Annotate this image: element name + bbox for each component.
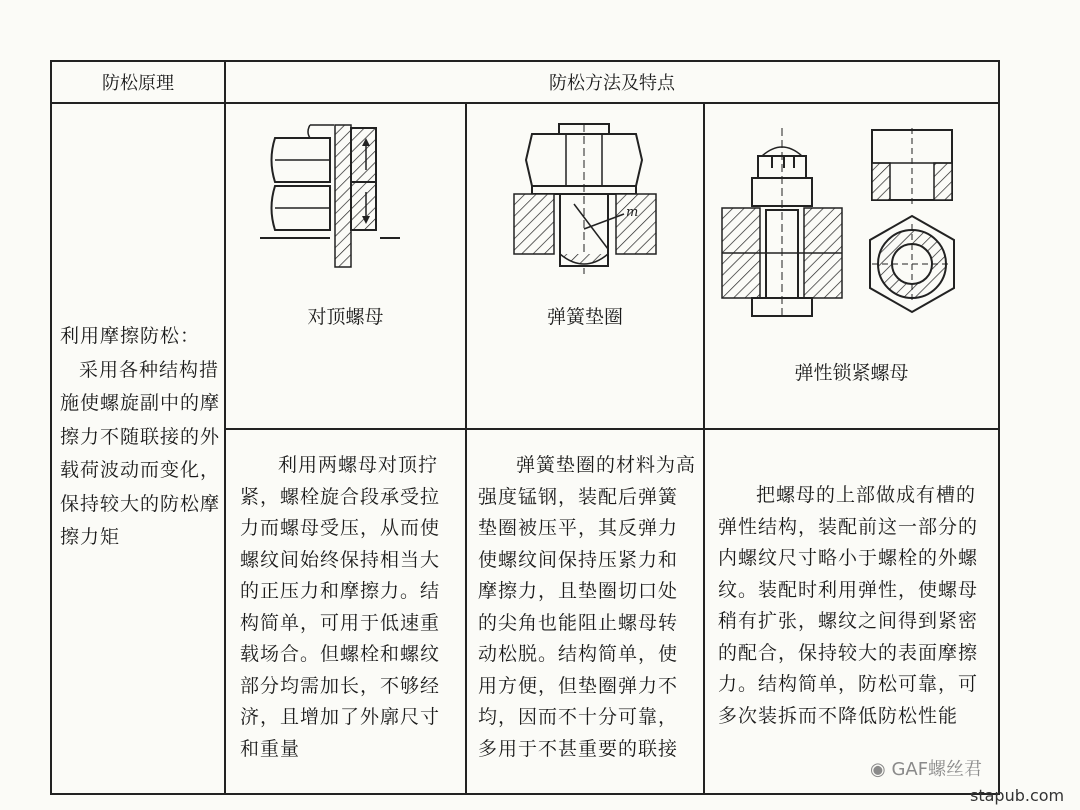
description-elastic-lock-nut: 把螺母的上部做成有槽的弹性结构，装配前这一部分的内螺纹尺寸略小于螺栓的外螺纹。装配时利用弹性，使螺母稍有扩张，螺纹之间得到紧密的配合，保持较大的表面摩擦力。结构简单，防松可靠，可多次装拆而不降低防松性能 (718, 484, 979, 727)
spring-washer-icon (504, 124, 674, 274)
header-divider (52, 102, 998, 104)
principle-cell (60, 320, 220, 555)
caption-elastic-lock-nut: 弹性锁紧螺母 (794, 362, 909, 384)
wechat-icon: ◉ (870, 759, 892, 780)
site-watermark: stapub.com (970, 786, 1065, 805)
col3-divider (703, 102, 705, 793)
anti-loosening-table (50, 60, 1000, 795)
header-methods: 防松方法及特点 (549, 73, 675, 94)
description-spring-washer: 弹簧垫圈的材料为高强度锰钢，装配后弹簧垫圈被压平，其反弹力使螺纹间保持压紧力和摩擦力，且垫圈切口处的尖角也能阻止螺母转动松脱。结构简单，使用方便，但垫圈弹力不均，因而不十分可靠，多用于不甚重要的联接 (478, 454, 697, 760)
principle-title: 利用摩擦防松： (60, 325, 201, 347)
elastic-lock-nut-icon (722, 128, 962, 318)
figure-text-divider (226, 428, 998, 430)
description-double-nut: 利用两螺母对顶拧紧，螺栓旋合段承受拉力而螺母受压，从而使螺纹间始终保持相当大的正压力和摩擦力。结构简单，可用于低速重载场合。但螺栓和螺纹部分均需加长，不够经济，且增加了外廓尺寸和重量 (240, 454, 441, 760)
header-principle: 防松原理 (102, 73, 174, 94)
caption-double-nut: 对顶螺母 (307, 306, 384, 328)
principle-text: 采用各种结构措施使螺旋副中的摩擦力不随联接的外载荷波动而变化，保持较大的防松摩擦力矩 (60, 358, 221, 548)
caption-spring-washer: 弹簧垫圈 (546, 306, 623, 328)
double-nut-icon (270, 120, 410, 270)
svg-text:m: m (626, 205, 639, 220)
col2-divider (465, 102, 467, 793)
wechat-watermark: ◉ GAF螺丝君 (870, 759, 983, 780)
